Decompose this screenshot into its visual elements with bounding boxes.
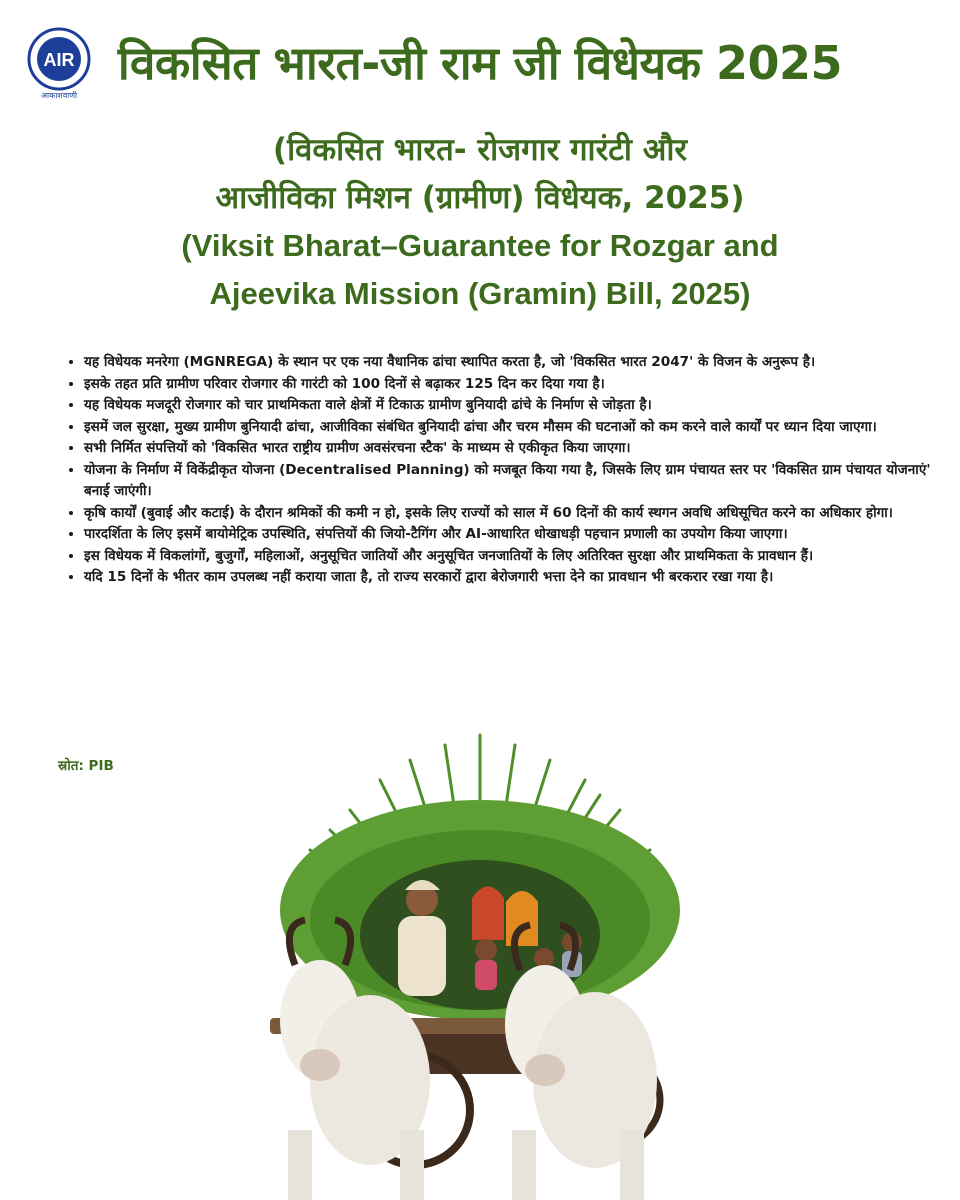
list-item: • यदि 15 दिनों के भीतर काम उपलब्ध नहीं कराया जाता है, तो राज्य सरकारों द्वारा बेरोजगारी भत्ता देने का प्रावधान भी बरकरार रखा गया है। (84, 567, 934, 589)
source-credit: स्रोत: PIB (58, 758, 114, 774)
svg-text:AIR: AIR (43, 50, 75, 70)
subtitle-line-2: आजीविका मिशन (ग्रामीण) विधेयक, 2025) (215, 180, 745, 216)
bullet-list (62, 352, 934, 589)
air-logo (22, 26, 96, 100)
bullock-cart-illustration (200, 720, 760, 1200)
list-item: • इस विधेयक में विकलांगों, बुजुर्गों, महिलाओं, अनुसूचित जातियों और अनुसूचित जनजातियों के लिए अतिरिक्त सुरक्षा और प्राथमिकता के प्रावधान हैं। (84, 546, 934, 568)
list-item: • यह विधेयक मनरेगा (MGNREGA) के स्थान पर एक नया वैधानिक ढांचा स्थापित करता है, जो 'विकसित भारत 2047' के विजन के अनुरूप है। (84, 352, 934, 374)
subtitle-block (80, 126, 880, 318)
subtitle-line-1: (विकसित भारत- रोजगार गारंटी और (272, 132, 688, 168)
list-item: • इसमें जल सुरक्षा, मुख्य ग्रामीण बुनियादी ढांचा, आजीविका संबंधित बुनियादी ढांचा और चरम मौसम की घटनाओं को कम करने वाले कार्यों पर ध्यान दिया जाएगा। (84, 417, 934, 439)
page-title: विकसित भारत-जी राम जी विधेयक 2025 (117, 36, 843, 90)
list-item: • कृषि कार्यों (बुवाई और कटाई) के दौरान श्रमिकों की कमी न हो, इसके लिए राज्यों को साल में 60 दिनों की कार्य स्थगन अवधि अधिसूचित करने का अधिकार होगा। (84, 503, 934, 525)
list-item: • सभी निर्मित संपत्तियों को 'विकसित भारत राष्ट्रीय ग्रामीण अवसंरचना स्टैक' के माध्यम से एकीकृत किया जाएगा। (84, 438, 934, 460)
subtitle-line-3: (Viksit Bharat–Guarantee for Rozgar and (181, 228, 779, 263)
list-item: • यह विधेयक मजदूरी रोजगार को चार प्राथमिकता वाले क्षेत्रों में टिकाऊ ग्रामीण बुनियादी ढांचे के निर्माण से जोड़ता है। (84, 395, 934, 417)
logo-text: आकाशवाणी (40, 91, 78, 100)
subtitle-line-4: Ajeevika Mission (Gramin) Bill, 2025) (209, 276, 751, 311)
list-item: • पारदर्शिता के लिए इसमें बायोमेट्रिक उपस्थिति, संपत्तियों की जियो-टैगिंग और AI-आधारित धोखाधड़ी पहचान प्रणाली का उपयोग किया जाएगा। (84, 524, 934, 546)
list-item: • योजना के निर्माण में विकेंद्रीकृत योजना (Decentralised Planning) को मजबूत किया गया है, जिसके लिए ग्राम पंचायत स्तर पर 'विकसित ग्राम पंचायत योजनाएं' बनाई जाएंगी। (84, 460, 934, 503)
list-item: • इसके तहत प्रति ग्रामीण परिवार रोजगार की गारंटी को 100 दिनों से बढ़ाकर 125 दिन कर दिया गया है। (84, 374, 934, 396)
